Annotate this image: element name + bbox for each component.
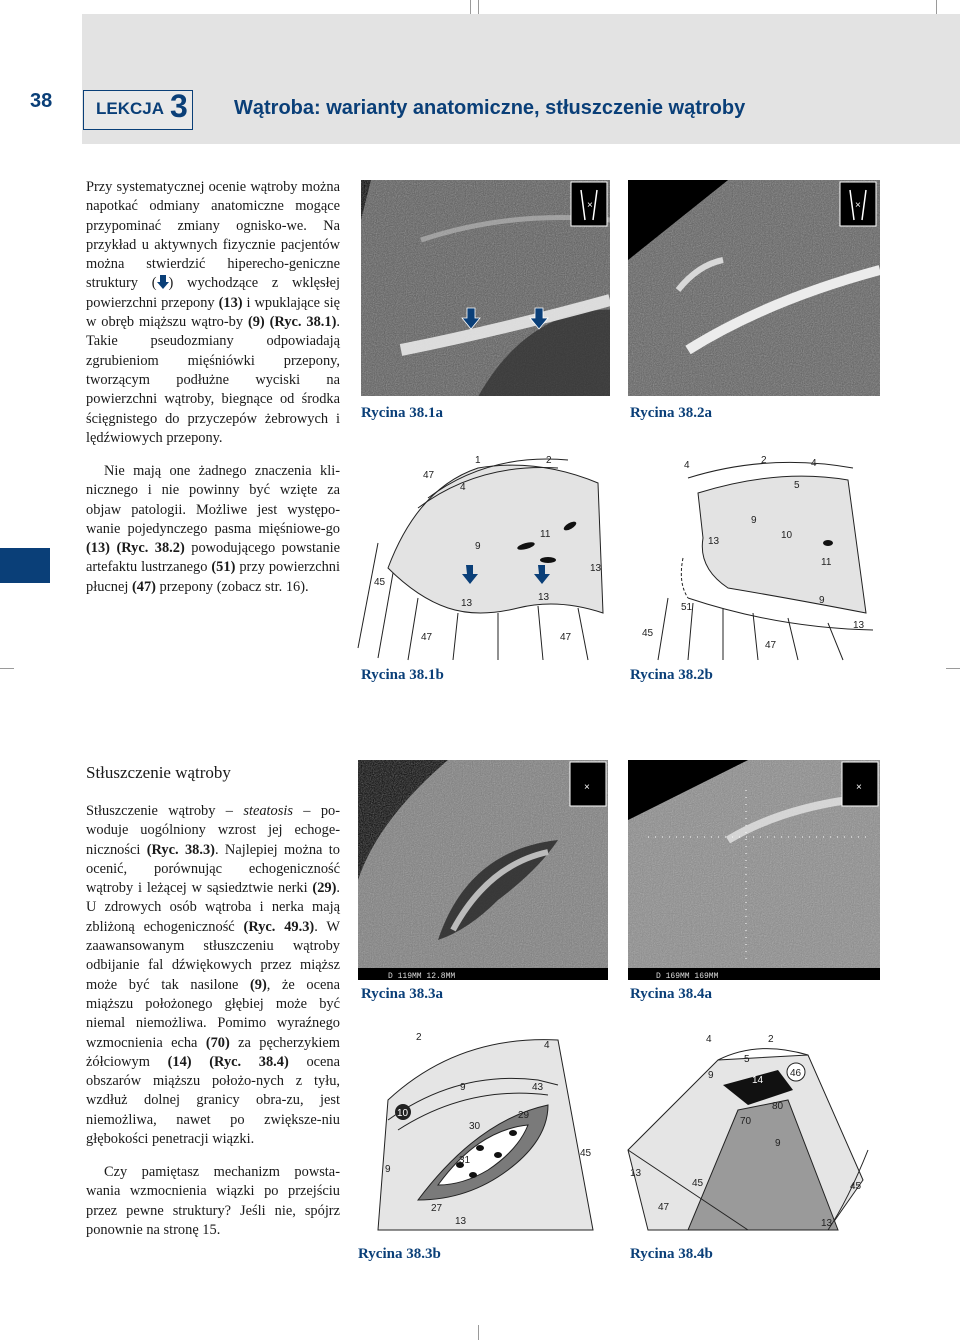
term: steatosis [243, 803, 293, 819]
diagram-label: 47 [560, 632, 572, 643]
diagram-label: 2 [416, 1032, 422, 1043]
reference: (14) (Ryc. 38.4) [167, 1053, 289, 1070]
diagram-label: 4 [706, 1034, 712, 1045]
crop-mark [478, 1325, 479, 1340]
diagram-38-3b [358, 1030, 613, 1242]
text: . Takie pseudozmiany odpowiadają zgrubieniom mięśniówki przepony, tworzącym podłużne wyciski na powierzchni wątroby, biegnące od środka ścięgnistego do przyczepów żebrowych i lędźwiowych przepony. [86, 314, 340, 446]
diagram-label: 47 [423, 470, 435, 481]
paragraph-2 [86, 462, 340, 597]
svg-text:×: × [856, 782, 862, 793]
diagram-label: 4 [811, 458, 817, 469]
side-tab [0, 548, 50, 583]
caption-38-2a: Rycina 38.2a [630, 405, 712, 421]
diagram-label: 13 [630, 1168, 642, 1179]
diagram-38-2b [628, 448, 883, 660]
text: Czy pamiętasz mechanizm powsta-wania wzmocnienia wiązki po przejściu przez pewne struktury? Jeśli nie, spójrz ponownie na stronę 15. [86, 1164, 340, 1238]
down-arrow-icon [157, 275, 169, 289]
page-title: Wątroba: warianty anatomiczne, stłuszczenie wątroby [234, 97, 746, 119]
diagram-label: 9 [385, 1164, 391, 1175]
ultrasound-image-38-1a [361, 180, 610, 396]
paragraph-3 [86, 802, 340, 1149]
text: . W zaawansowanym stłuszczeniu wątroby odbijanie fal dźwiękowych przez miąższ może być tak nasilone [86, 918, 340, 993]
text: przy powierzchni płucnej [86, 559, 340, 595]
diagram-label: 9 [819, 595, 825, 606]
crop-mark [946, 668, 960, 669]
diagram-label: 47 [421, 632, 433, 643]
diagram-label: 31 [459, 1155, 471, 1166]
diagram-label: 9 [475, 541, 481, 552]
diagram-label: 46 [790, 1068, 802, 1079]
lesson-label: LEKCJA [96, 99, 165, 118]
text: Nie mają one żadnego znaczenia kli-nicznego i nie powinny być wzięte za objaw patologii. Możliwe jest występo-wanie pojedynczego pasma mięśniowe-go [86, 463, 340, 537]
diagram-label: 1 [475, 455, 481, 466]
diagram-label: 43 [532, 1082, 544, 1093]
diagram-label: 47 [658, 1202, 670, 1213]
diagram-label: 80 [772, 1101, 784, 1112]
reference: (Ryc. 38.3) [146, 841, 215, 858]
diagram-label: 5 [794, 480, 800, 491]
caption-38-2b: Rycina 38.2b [630, 667, 713, 683]
lesson-number: 3 [170, 88, 188, 124]
reference: (9) (Ryc. 38.1) [247, 314, 337, 331]
paragraph-4 [86, 1163, 340, 1240]
text: powodującego powstanie artefaktu lustrzanego [86, 540, 340, 576]
crop-mark [470, 0, 471, 14]
ultrasound-image-38-2a [628, 180, 880, 396]
ultrasound-image-38-3a [358, 760, 608, 980]
diagram-label: 4 [544, 1040, 550, 1051]
reference: (Ryc. 49.3) [243, 918, 315, 935]
crop-mark [0, 668, 14, 669]
svg-text:×: × [584, 782, 590, 793]
diagram-label: 13 [821, 1218, 833, 1229]
header-band [82, 14, 960, 144]
diagram-38-1b [358, 448, 613, 660]
diagram-38-4b [628, 1030, 883, 1242]
diagram-label: 45 [374, 577, 386, 588]
diagram-label: 5 [744, 1054, 750, 1065]
diagram-label: 13 [455, 1216, 467, 1227]
caption-38-4a: Rycina 38.4a [630, 986, 712, 1002]
crop-mark [478, 0, 479, 14]
text: i wpuklające się w obręb miąższu wątro-by [86, 294, 340, 331]
diagram-label: 45 [580, 1148, 592, 1159]
diagram-label: 70 [740, 1116, 752, 1127]
diagram-label: 9 [460, 1082, 466, 1093]
section-heading: Stłuszczenie wątroby [86, 763, 231, 782]
reference: (47) [131, 578, 156, 595]
diagram-label: 30 [469, 1121, 481, 1132]
reference: (29) [312, 880, 337, 897]
svg-text:×: × [587, 200, 593, 211]
diagram-label: 45 [692, 1178, 704, 1189]
diagram-label: 13 [538, 592, 550, 603]
text: ocena obszarów miąższu położo-nych z tyłu, wzdłuż dolnej granicy obra-zu, jest niemożliwa, nawet po zwiększe-niu głębokości penetracji wiązki. [86, 1053, 341, 1148]
diagram-label: 11 [821, 557, 832, 568]
text: , że ocena miąższu położonego głębiej może być niemal niemożliwa. Pomimo wyraźnego wzmocnienia echa [86, 976, 340, 1051]
reference: (70) [205, 1034, 230, 1051]
scan-readout: D 169MM 169MM [656, 972, 719, 980]
caption-38-3b: Rycina 38.3b [358, 1246, 441, 1262]
diagram-label: 13 [461, 598, 473, 609]
diagram-label: 4 [460, 482, 466, 493]
diagram-label: 47 [765, 640, 777, 651]
ultrasound-image-38-4a [628, 760, 880, 980]
diagram-label: 4 [684, 460, 690, 471]
caption-38-3a: Rycina 38.3a [361, 986, 443, 1002]
scan-readout: D 119MM 12.8MM [388, 972, 456, 980]
diagram-label: 9 [708, 1070, 714, 1081]
diagram-label: 13 [708, 536, 720, 547]
caption-38-1a: Rycina 38.1a [361, 405, 443, 421]
text: Stłuszczenie wątroby – [86, 803, 244, 819]
page-number: 38 [30, 90, 53, 112]
diagram-label: 45 [642, 628, 654, 639]
text: przepony (zobacz str. 16). [155, 578, 309, 595]
text: . Najlepiej można to ocenić, porównując echogeniczność wątroby i leżącej w sąsiedztwie nerki [86, 841, 340, 897]
diagram-label: 13 [590, 563, 602, 574]
text: – po-woduje uogólniony wzrost jej echoge-niczności [86, 803, 341, 858]
svg-text:×: × [855, 200, 861, 211]
diagram-label: 27 [431, 1203, 443, 1214]
diagram-label: 10 [781, 530, 793, 541]
reference: (13) (Ryc. 38.2) [86, 540, 185, 557]
reference: (13) [218, 294, 243, 311]
caption-38-4b: Rycina 38.4b [630, 1246, 713, 1262]
diagram-label: 10 [397, 1108, 409, 1119]
caption-38-1b: Rycina 38.1b [361, 667, 444, 683]
diagram-label: 45 [850, 1181, 862, 1192]
diagram-label: 13 [853, 620, 865, 631]
diagram-label: 2 [768, 1034, 774, 1045]
text: Przy systematycznej ocenie wątroby można napotkać odmiany anatomiczne mogące przypominać zmiany ognisko-we. Na przykład u aktywnych fizycznie pacjentów można stwierdzić hiperecho-geniczne struktury ( [86, 179, 340, 292]
diagram-label: 14 [752, 1075, 764, 1086]
text: ) wychodzące z wklęsłej powierzchni przepony [86, 275, 341, 311]
diagram-label: 2 [546, 455, 552, 466]
text: za pęcherzykiem żółciowym [86, 1034, 340, 1070]
reference: (9) [250, 976, 267, 993]
reference: (51) [211, 559, 236, 576]
diagram-label: 9 [751, 515, 757, 526]
diagram-label: 9 [775, 1138, 781, 1149]
paragraph-1 [86, 178, 340, 448]
text: . U zdrowych osób wątroba i nerka mają zbliżoną echogeniczność [86, 880, 340, 935]
diagram-label: 11 [540, 529, 551, 540]
diagram-label: 2 [761, 455, 767, 466]
diagram-label: 29 [518, 1110, 530, 1121]
diagram-label: 51 [681, 602, 693, 613]
